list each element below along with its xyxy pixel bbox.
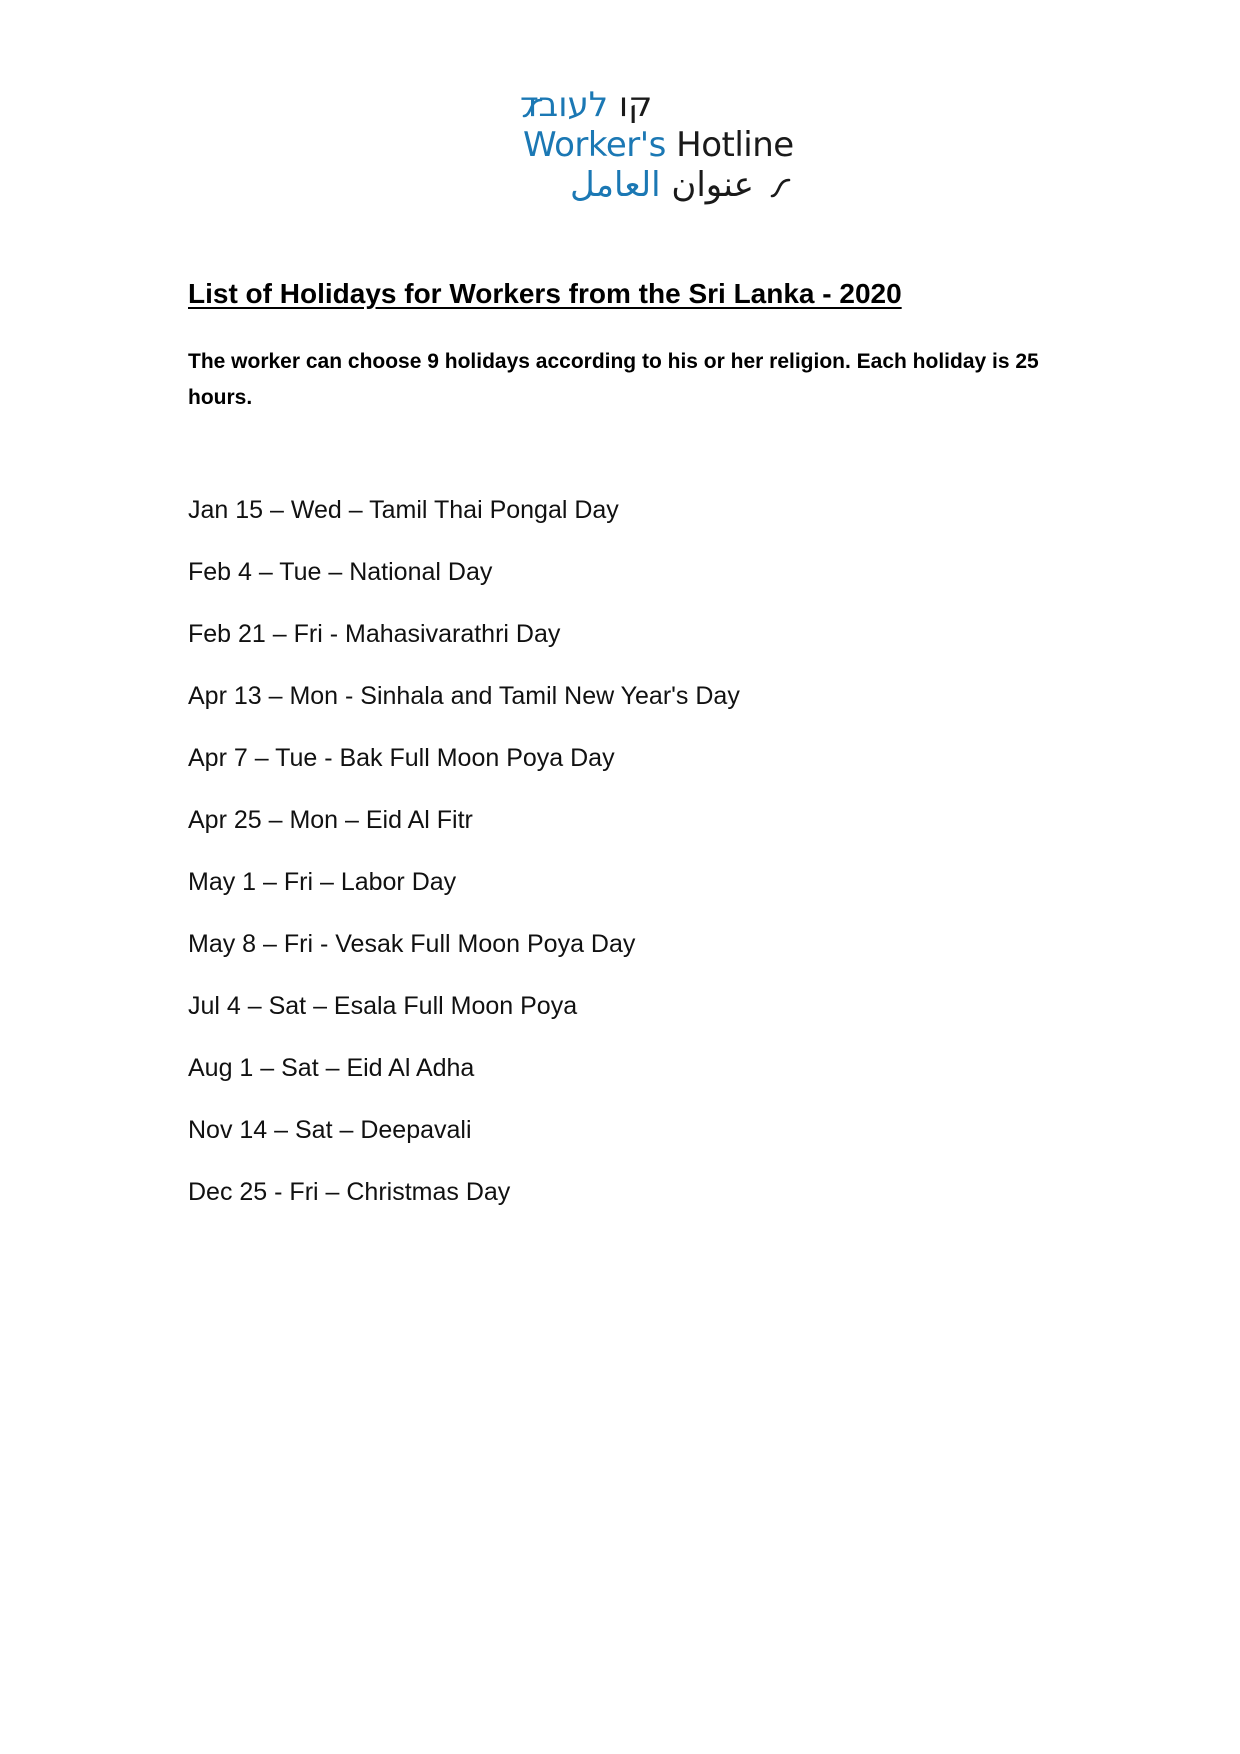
holiday-item: Apr 25 – Mon – Eid Al Fitr	[188, 806, 473, 834]
holiday-item: Nov 14 – Sat – Deepavali	[188, 1116, 472, 1144]
holiday-item: Apr 7 – Tue - Bak Full Moon Poya Day	[188, 744, 615, 772]
logo-arabic-word-2: العامل	[570, 165, 661, 205]
holiday-item: Dec 25 - Fri – Christmas Day	[188, 1178, 511, 1206]
holiday-item: Aug 1 – Sat – Eid Al Adha	[188, 1054, 475, 1082]
logo-hebrew-word-1: קו	[618, 85, 653, 125]
logo-hebrew-word-2: לעובד	[520, 85, 609, 125]
page-title: List of Holidays for Workers from the Sri Lanka - 2020	[188, 278, 902, 309]
intro-paragraph: The worker can choose 9 holidays according to his or her religion. Each holiday is 25 hours.	[188, 350, 1039, 409]
logo-english-word-1: Worker's	[523, 125, 666, 165]
logo-english-word-2: Hotline	[676, 125, 794, 165]
logo-english-text	[523, 125, 794, 165]
logo-hebrew-text	[520, 85, 710, 125]
logo-arabic-text	[570, 165, 790, 205]
holiday-item: May 1 – Fri – Labor Day	[188, 868, 457, 896]
holiday-item: Feb 4 – Tue – National Day	[188, 558, 493, 586]
holiday-item: Jul 4 – Sat – Esala Full Moon Poya	[188, 992, 578, 1020]
holiday-list	[188, 490, 740, 1234]
swoosh-icon	[768, 176, 792, 200]
holiday-item: Apr 13 – Mon - Sinhala and Tamil New Year's Day	[188, 682, 740, 710]
holiday-item: May 8 – Fri - Vesak Full Moon Poya Day	[188, 930, 636, 958]
holiday-item: Jan 15 – Wed – Tamil Thai Pongal Day	[188, 496, 619, 524]
logo-arabic-word-1: عنوان	[671, 165, 754, 205]
holiday-item: Feb 21 – Fri - Mahasivarathri Day	[188, 620, 561, 648]
workers-hotline-logo	[520, 85, 794, 208]
